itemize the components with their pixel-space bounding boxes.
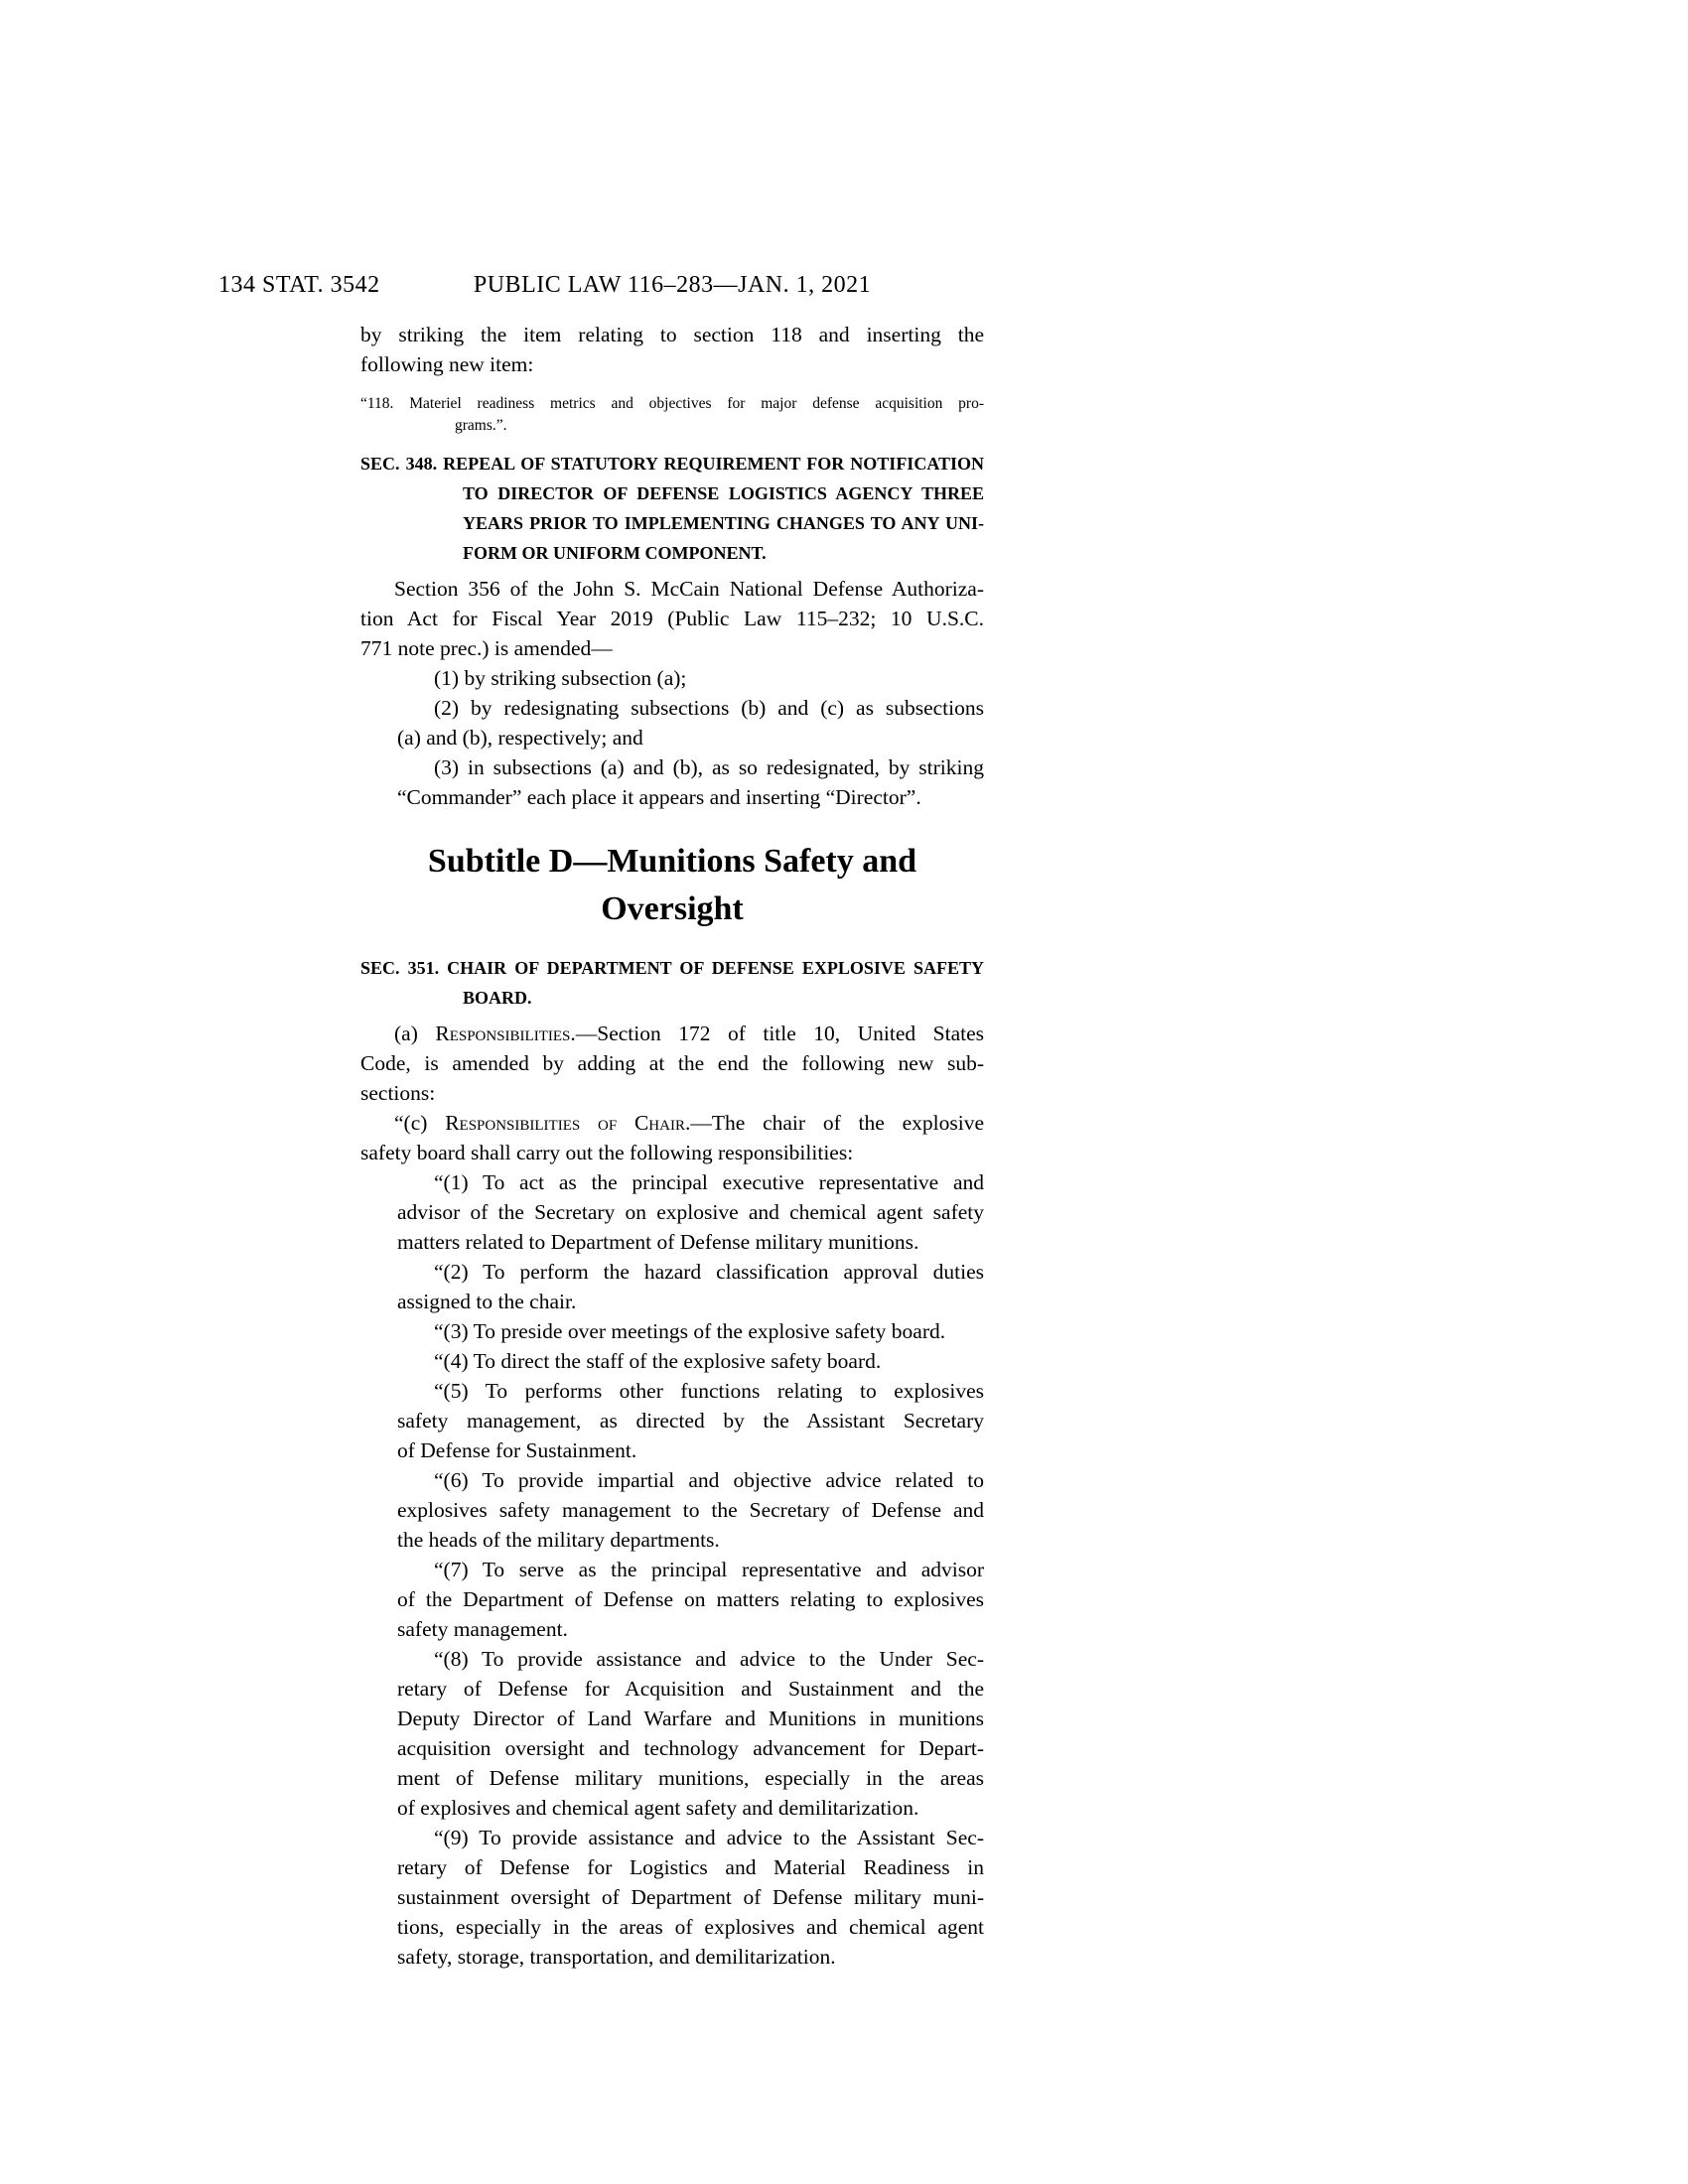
chair-duty-8: “(8) To provide assistance and advice to the Under Sec- retary of Defense for Acquisition and Sustainment and the Deputy Director of Land Warfare and Munitions in munitions acquisition oversight and technology advancement for Depart- ment of Defense military munitions, especially in the areas of explosives and chemical agent safety and demilitarization.	[397, 1647, 984, 1820]
amendment-clause-1: (1) by striking subsection (a);	[434, 666, 687, 690]
chair-duty-9: “(9) To provide assistance and advice to the Assistant Sec- retary of Defense for Logistics and Material Readiness in sustainment oversight of Department of Defense military muni- tions, especially in the areas of explosives and chemical agent safety, storage, transportation, and demilitarization.	[397, 1826, 984, 1969]
subsection-c-paragraph: “(c) Responsibilities of Chair.—The chair of the explosive safety board shall carry out the following responsibilities:	[360, 1111, 984, 1164]
subsection-a-paragraph: (a) Responsibilities.—Section 172 of title 10, United States Code, is amended by adding at the end the following new sub- sections:	[360, 1022, 984, 1105]
chair-duty-5: “(5) To performs other functions relating to explosives safety management, as directed by the Assistant Secretary of Defense for Sustainment.	[397, 1379, 984, 1462]
law-title-header: PUBLIC LAW 116–283—JAN. 1, 2021	[473, 272, 872, 298]
intro-paragraph: by striking the item relating to section 118 and inserting the following new item:	[360, 323, 984, 376]
chair-duty-7: “(7) To serve as the principal representative and advisor of the Department of Defense on matters relating to explosives safety management.	[397, 1558, 984, 1641]
subtitle-d-heading: Subtitle D—Munitions Safety and Oversight	[427, 843, 917, 927]
toc-amendment-note: “118. Materiel readiness metrics and objectives for major defense acquisition pro- grams.”.	[360, 395, 984, 434]
statute-text-column	[360, 320, 984, 1972]
chair-duty-6: “(6) To provide impartial and objective advice related to explosives safety management to the Secretary of Defense and the heads of the military departments.	[397, 1468, 984, 1552]
sec-348-heading: SEC. 348. REPEAL OF STATUTORY REQUIREMENT FOR NOTIFICATION TO DIRECTOR OF DEFENSE LOGISTICS AGENCY THREE YEARS PRIOR TO IMPLEMENTING CHANGES TO ANY UNI- FORM OR UNIFORM COMPONENT.	[360, 454, 984, 563]
chair-duty-3: “(3) To preside over meetings of the explosive safety board.	[434, 1319, 946, 1343]
sec-351-heading: SEC. 351. CHAIR OF DEPARTMENT OF DEFENSE EXPLOSIVE SAFETY BOARD.	[360, 958, 984, 1008]
sec-348-body-paragraph: Section 356 of the John S. McCain National Defense Authoriza- tion Act for Fiscal Year 2019 (Public Law 115–232; 10 U.S.C. 771 note prec.) is amended—	[360, 577, 984, 660]
chair-duty-1: “(1) To act as the principal executive representative and advisor of the Secretary on explosive and chemical agent safety matters related to Department of Defense military munitions.	[397, 1170, 984, 1254]
amendment-clause-3: (3) in subsections (a) and (b), as so redesignated, by striking “Commander” each place it appears and inserting “Director”.	[397, 755, 984, 809]
amendment-clause-2: (2) by redesignating subsections (b) and (c) as subsections (a) and (b), respectively; and	[397, 696, 984, 750]
chair-duty-4: “(4) To direct the staff of the explosive safety board.	[434, 1349, 882, 1373]
chair-duty-2: “(2) To perform the hazard classification approval duties assigned to the chair.	[397, 1260, 984, 1313]
page-number: 134 STAT. 3542	[218, 272, 380, 298]
